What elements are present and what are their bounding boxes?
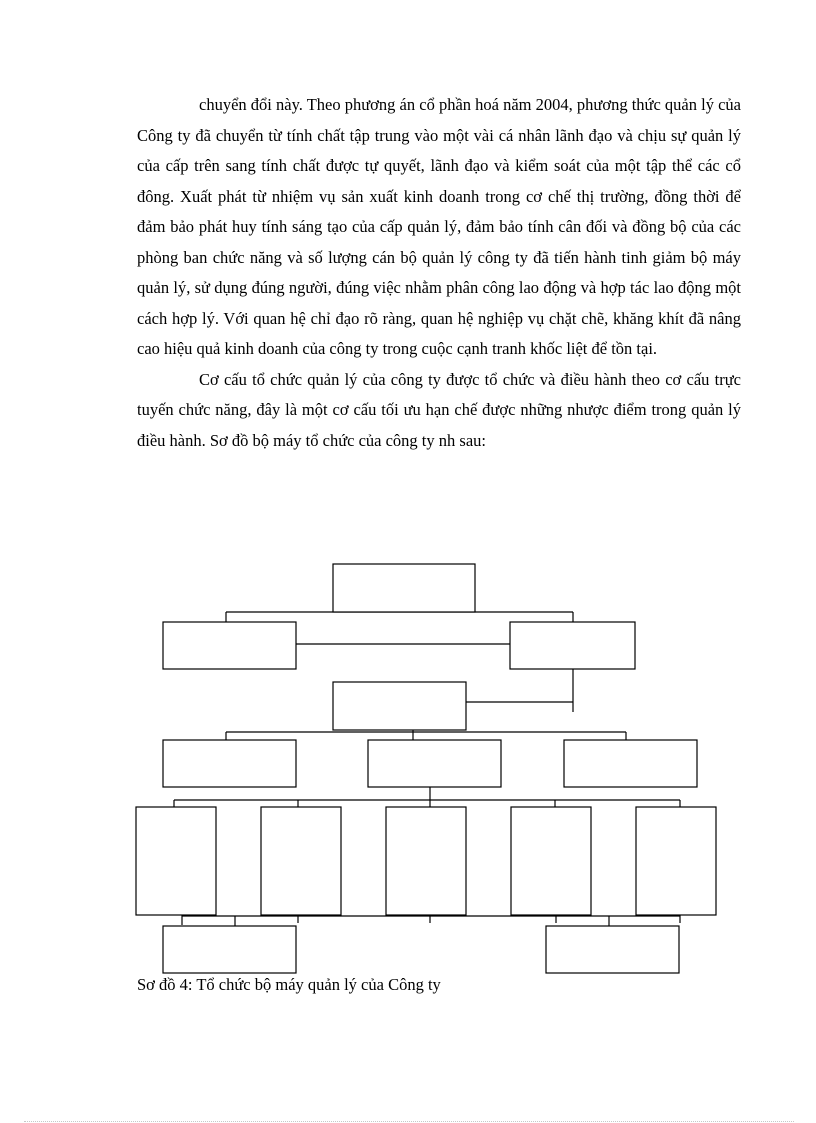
org-box-level6-left: [163, 926, 296, 973]
org-box-level5-5: [636, 807, 716, 915]
org-chart-boxes: [136, 564, 716, 973]
org-box-level5-1: [136, 807, 216, 915]
org-box-level4-center: [368, 740, 501, 787]
org-box-top: [333, 564, 475, 612]
diagram-caption: Sơ đồ 4: Tổ chức bộ máy quản lý của Công ty: [137, 975, 441, 994]
org-box-level4-left: [163, 740, 296, 787]
org-box-level2-right: [510, 622, 635, 669]
org-box-level3: [333, 682, 466, 730]
org-box-level2-left: [163, 622, 296, 669]
org-box-level5-3: [386, 807, 466, 915]
page-bottom-rule: [24, 1121, 794, 1122]
paragraph-2: Cơ cấu tổ chức quản lý của công ty được tổ chức và điều hành theo cơ cấu trực tuyến chức năng, đây là một cơ cấu tối ưu hạn chế được những nhược điểm trong quản lý điều hành. Sơ đồ bộ máy tổ chức của công ty nh sau:: [137, 369, 741, 450]
org-box-level6-right: [546, 926, 679, 973]
org-box-level5-2: [261, 807, 341, 915]
paragraph-1: chuyển đổi này. Theo phương án cổ phần hoá năm 2004, phương thức quản lý của Công ty đã chuyển từ tính chất tập trung vào một vài cá nhân lãnh đạo và chịu sự quản lý của cấp trên sang tính chất được tự quyết, lãnh đạo và kiểm soát của một tập thể các cổ đông. Xuất phát từ nhiệm vụ sản xuất kinh doanh trong cơ chế thị trường, đồng thời để đảm bảo phát huy tính sáng tạo của cấp quản lý, đảm bảo tính cân đối và đồng bộ của các phòng ban chức năng và số lượng cán bộ quản lý công ty đã tiến hành tinh giảm bộ máy quản lý, sử dụng đúng người, đúng việc nhằm phân công lao động và hợp tác lao động một cách hợp lý. Với quan hệ chỉ đạo rõ ràng, quan hệ nghiệp vụ chặt chẽ, khăng khít đã nâng cao hiệu quả kinh doanh của công ty trong cuộc cạnh tranh khốc liệt để tồn tại.: [137, 95, 741, 358]
org-box-level5-4: [511, 807, 591, 915]
org-box-level4-right: [564, 740, 697, 787]
